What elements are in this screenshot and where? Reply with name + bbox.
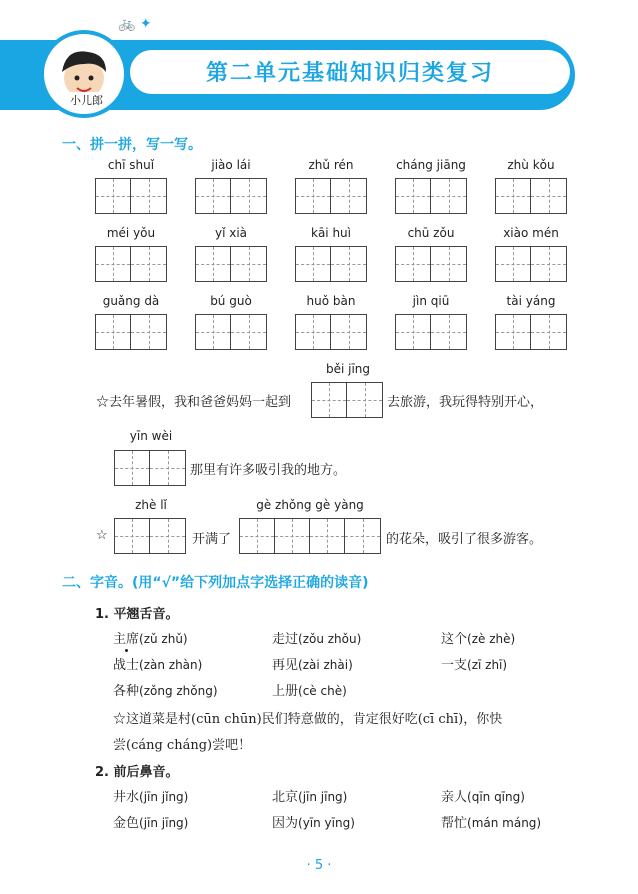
target-word: 上册 <box>272 684 299 699</box>
target-word: 亲人 <box>441 790 468 805</box>
pinyin-options: (zàn zhàn) <box>139 658 203 672</box>
pinyin-options: (zǒu zhǒu) <box>298 632 362 646</box>
writing-box[interactable] <box>495 178 567 214</box>
pinyin-label: xiào mén <box>503 226 559 240</box>
writing-box[interactable] <box>311 382 383 418</box>
page-number: · 5 · <box>306 858 332 873</box>
target-word: 战士 <box>113 658 140 673</box>
pinyin-options: (zǔ zhǔ) <box>139 632 188 646</box>
pinyin-options: (zī zhī) <box>467 658 508 672</box>
subheading: 1. 平翘舌音。 <box>95 607 179 622</box>
choice-item[interactable] <box>272 812 355 831</box>
writing-box[interactable] <box>495 314 567 350</box>
pinyin-label: yīn wèi <box>129 429 173 443</box>
writing-box[interactable] <box>295 314 367 350</box>
pinyin-options: (zài zhài) <box>298 658 353 672</box>
target-word: 主席 <box>113 632 140 647</box>
choice-item[interactable] <box>441 628 515 647</box>
pinyin-label: zhù kǒu <box>507 158 555 172</box>
subheading: 2. 前后鼻音。 <box>95 765 179 780</box>
sentence-text: 的花朵，吸引了很多游客。 <box>386 532 543 547</box>
sentence-text: 尝(cáng cháng)尝吧！ <box>113 738 252 753</box>
pinyin-options: (jīn jǐng) <box>139 790 189 804</box>
bicycle-icon: 🚲 ✦ <box>118 16 152 32</box>
pinyin-options: (zǒng zhǒng) <box>139 684 218 698</box>
writing-box[interactable] <box>95 178 167 214</box>
writing-box[interactable] <box>395 178 467 214</box>
pinyin-options: (mán máng) <box>467 816 542 830</box>
choice-item[interactable] <box>272 680 347 699</box>
target-word: 北京 <box>272 790 299 805</box>
writing-box[interactable] <box>395 314 467 350</box>
writing-box[interactable] <box>295 246 367 282</box>
pinyin-options: (jīn jīng) <box>139 816 189 830</box>
pinyin-label: zhǔ rén <box>308 158 354 172</box>
choice-item[interactable] <box>272 786 347 805</box>
choice-item[interactable] <box>113 680 218 699</box>
choice-item[interactable] <box>441 654 507 673</box>
pinyin-label: jìn qiū <box>412 294 450 308</box>
pinyin-label: méi yǒu <box>106 226 156 240</box>
writing-box[interactable] <box>95 246 167 282</box>
pinyin-label: běi jīng <box>325 362 371 376</box>
pinyin-label: bú guò <box>210 294 252 308</box>
target-word: 井水 <box>113 790 140 805</box>
target-word: 帮忙 <box>441 816 468 831</box>
pinyin-label: jiào lái <box>211 158 251 172</box>
pinyin-label: tài yáng <box>506 294 556 308</box>
pinyin-label: zhè lǐ <box>135 498 167 512</box>
target-word: 这个 <box>441 632 468 647</box>
sentence-text: 去旅游，我玩得特别开心， <box>387 395 544 410</box>
writing-box[interactable] <box>495 246 567 282</box>
target-word: 再见 <box>272 658 299 673</box>
pinyin-options: (cè chè) <box>298 684 347 698</box>
writing-box[interactable] <box>195 314 267 350</box>
choice-item[interactable] <box>272 654 353 673</box>
pinyin-label: yǐ xià <box>214 226 248 240</box>
choice-item[interactable] <box>113 654 202 673</box>
target-word: 各种 <box>113 684 140 699</box>
pinyin-options: (qīn qīng) <box>467 790 525 804</box>
pinyin-label: kāi huì <box>311 226 351 240</box>
star-marker: ☆ <box>96 528 108 543</box>
writing-box[interactable] <box>295 178 367 214</box>
writing-box[interactable] <box>95 314 167 350</box>
section1-title: 一、拼一拼，写一写。 <box>62 137 202 153</box>
mascot-label: 小儿郎 <box>70 94 103 107</box>
sentence-text: ☆去年暑假，我和爸爸妈妈一起到 <box>96 395 292 410</box>
writing-box[interactable] <box>114 450 186 486</box>
writing-box[interactable] <box>195 246 267 282</box>
target-word: 因为 <box>272 816 299 831</box>
pinyin-label: chī shuǐ <box>107 158 155 172</box>
choice-item[interactable] <box>113 786 188 805</box>
choice-item[interactable] <box>272 628 361 647</box>
sentence-text: 那里有许多吸引我的地方。 <box>190 463 347 478</box>
writing-box[interactable] <box>239 518 381 554</box>
target-word: 一支 <box>441 658 468 673</box>
target-word: 金色 <box>113 816 140 831</box>
choice-item[interactable] <box>113 812 188 831</box>
choice-item[interactable] <box>441 786 525 805</box>
pinyin-options: (zè zhè) <box>467 632 516 646</box>
page-title: 第二单元基础知识归类复习 <box>205 61 494 86</box>
pinyin-label: huǒ bàn <box>306 294 356 308</box>
sentence-text: 开满了 <box>192 532 232 547</box>
pinyin-options: (yīn yīng) <box>298 816 355 830</box>
pinyin-label: guǎng dà <box>102 294 160 308</box>
target-word: 走过 <box>272 632 299 647</box>
sentence-text: ☆这道菜是村(cūn chūn)民们特意做的，肯定很好吃(cī chī)，你快 <box>113 712 503 727</box>
choice-item[interactable] <box>113 628 188 647</box>
writing-box[interactable] <box>195 178 267 214</box>
writing-box[interactable] <box>395 246 467 282</box>
pinyin-options: (jīn jīng) <box>298 790 348 804</box>
pinyin-label: cháng jiāng <box>396 158 466 172</box>
section2-title: 二、字音。(用“√”给下列加点字选择正确的读音) <box>62 575 369 591</box>
pinyin-label: chū zǒu <box>407 226 455 240</box>
writing-box[interactable] <box>114 518 186 554</box>
choice-item[interactable] <box>441 812 541 831</box>
pinyin-label: gè zhǒng gè yàng <box>256 498 364 512</box>
